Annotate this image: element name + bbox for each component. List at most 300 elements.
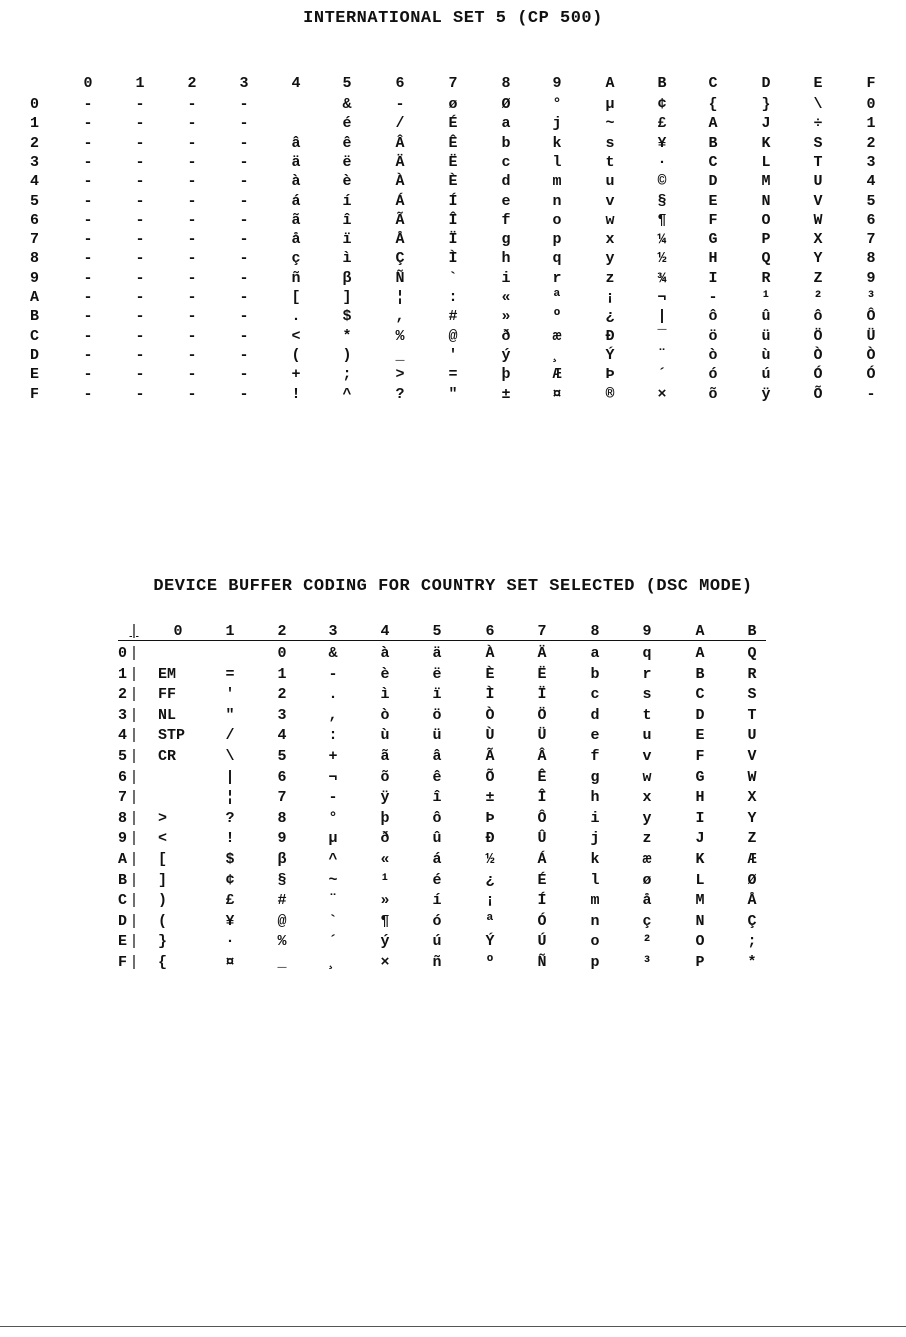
table-cell: T — [747, 706, 757, 724]
col-header: B — [657, 75, 667, 92]
table-cell: · — [225, 933, 235, 951]
row-separator: | — [129, 748, 139, 765]
col-header: 2 — [277, 623, 287, 640]
table-cell: - — [239, 346, 249, 364]
table-cell: Z — [747, 830, 757, 848]
table-cell: - — [135, 231, 145, 249]
col-header: E — [813, 75, 823, 92]
row-label: C — [118, 892, 128, 910]
col-header: 3 — [328, 623, 338, 640]
table-cell: Ò — [485, 706, 495, 724]
table-cell: " — [448, 385, 458, 403]
table-cell: - — [83, 366, 93, 384]
table-cell: - — [135, 96, 145, 113]
col-header: 3 — [239, 75, 249, 92]
table-cell: Ã — [395, 211, 405, 229]
table-cell: q — [552, 250, 562, 268]
table-cell: & — [328, 645, 338, 662]
row-separator: | — [129, 851, 139, 868]
table-cell: - — [135, 134, 145, 152]
table-cell: þ — [380, 809, 390, 827]
table-cell: 8 — [277, 809, 287, 827]
table-cell: β — [342, 269, 352, 287]
table-cell: ¡ — [485, 892, 495, 910]
table-cell: ö — [708, 327, 718, 345]
table-cell: - — [239, 289, 249, 306]
row-separator: | — [129, 789, 139, 807]
table-cell: - — [187, 211, 197, 229]
table-cell: : — [328, 727, 338, 745]
table-cell: 9 — [277, 830, 287, 848]
table-cell: d — [501, 173, 511, 191]
table-cell: Ê — [448, 134, 458, 152]
table-cell: - — [83, 115, 93, 133]
row-separator: | — [129, 954, 139, 971]
table-cell: ù — [761, 346, 771, 364]
row-label-right: ³ — [866, 289, 876, 306]
row-label: 8 — [30, 250, 40, 268]
table-cell: e — [590, 727, 600, 745]
page-bottom-rule — [0, 1326, 906, 1327]
table-cell: ê — [342, 134, 352, 152]
col-header: 9 — [642, 623, 652, 640]
table-cell: v — [605, 192, 615, 210]
col-header: A — [605, 75, 615, 92]
table-cell: n — [552, 192, 562, 210]
table-cell: æ — [552, 327, 562, 345]
table-cell: - — [328, 789, 338, 807]
table-cell: w — [642, 768, 652, 786]
table-cell: Z — [813, 269, 823, 287]
table-cell: À — [485, 645, 495, 662]
table-cell: ² — [813, 289, 823, 306]
table-cell: ] — [342, 289, 352, 306]
table-cell: A — [708, 115, 718, 133]
table-cell: û — [761, 308, 771, 326]
table-cell: F — [695, 748, 705, 765]
table-cell: - — [239, 96, 249, 113]
table-cell: Ó — [537, 912, 547, 930]
table-cell: , — [328, 706, 338, 724]
table-cell: D — [695, 706, 705, 724]
table-cell: î — [432, 789, 442, 807]
table-cell: ¨ — [657, 346, 667, 364]
table-cell: ý — [380, 933, 390, 951]
row-separator: | — [129, 768, 139, 786]
table-cell: © — [657, 173, 667, 191]
table-cell: ` — [448, 269, 458, 287]
table-cell: Ò — [813, 346, 823, 364]
table-cell: p — [552, 231, 562, 249]
table-cell: ~ — [605, 115, 615, 133]
table-cell: G — [695, 768, 705, 786]
row-label: 9 — [118, 830, 128, 848]
table-cell: = — [225, 665, 235, 683]
table-cell: - — [187, 308, 197, 326]
table-cell: æ — [642, 851, 652, 868]
table-cell: M — [695, 892, 705, 910]
table-cell: u — [642, 727, 652, 745]
col-header: 0 — [173, 623, 183, 640]
table-cell: í — [342, 192, 352, 210]
table-cell: å — [291, 231, 301, 249]
table-cell: L — [761, 153, 771, 171]
row-label: 7 — [30, 231, 40, 249]
table-cell: 1 — [277, 665, 287, 683]
table-cell: O — [761, 211, 771, 229]
table-cell: x — [642, 789, 652, 807]
table-cell: { — [158, 954, 168, 971]
table-cell: . — [328, 686, 338, 704]
table-cell: Ï — [448, 231, 458, 249]
row-separator: | — [129, 830, 139, 848]
table-cell: Ð — [485, 830, 495, 848]
table-cell: c — [501, 153, 511, 171]
table-cell: è — [380, 665, 390, 683]
col-header: 6 — [395, 75, 405, 92]
table-cell: F — [708, 211, 718, 229]
table-cell: - — [83, 173, 93, 191]
table-cell: À — [395, 173, 405, 191]
table-cell: Û — [537, 830, 547, 848]
table-cell: · — [657, 153, 667, 171]
table-cell: FF — [158, 686, 177, 704]
table-cell: k — [552, 134, 562, 152]
table-cell: V — [747, 748, 757, 765]
table-cell: x — [605, 231, 615, 249]
table-cell: ´ — [328, 933, 338, 951]
table-cell: ð — [501, 327, 511, 345]
table-cell: ò — [708, 346, 718, 364]
table-cell: - — [187, 385, 197, 403]
row-separator: | — [129, 933, 139, 951]
table-cell: ï — [342, 231, 352, 249]
table-cell: ^ — [328, 851, 338, 868]
table-cell: P — [695, 954, 705, 971]
row-separator: | — [129, 706, 139, 724]
table-cell: ; — [342, 366, 352, 384]
table-cell: ë — [432, 665, 442, 683]
table-cell: ¤ — [552, 385, 562, 403]
table-cell: C — [695, 686, 705, 704]
table-cell: - — [135, 153, 145, 171]
table-cell: ó — [432, 912, 442, 930]
table-cell: ê — [432, 768, 442, 786]
table-cell: G — [708, 231, 718, 249]
table-cell: 3 — [277, 706, 287, 724]
table-cell: NL — [158, 706, 177, 724]
table-cell: / — [395, 115, 405, 133]
table-cell: ) — [158, 892, 168, 910]
table-cell: - — [239, 173, 249, 191]
table-cell: J — [761, 115, 771, 133]
table-cell: β — [277, 851, 287, 868]
table-cell: § — [277, 871, 287, 889]
table-cell: ; — [747, 933, 757, 951]
table-cell: 4 — [277, 727, 287, 745]
table-cell: N — [695, 912, 705, 930]
row-label: 5 — [118, 748, 128, 765]
table-cell: g — [590, 768, 600, 786]
table-cell: - — [239, 153, 249, 171]
col-header: 1 — [135, 75, 145, 92]
table-cell: * — [747, 954, 757, 971]
table-cell: k — [590, 851, 600, 868]
table-cell: ó — [708, 366, 718, 384]
table-cell: _ — [277, 954, 287, 971]
row-label-right: Ó — [866, 366, 876, 384]
table-cell: - — [239, 192, 249, 210]
row-separator: | — [129, 686, 139, 704]
row-label: 6 — [30, 211, 40, 229]
table-cell: í — [432, 892, 442, 910]
table-cell: } — [158, 933, 168, 951]
table-cell: à — [291, 173, 301, 191]
table-cell: î — [342, 211, 352, 229]
table-cell: Â — [537, 748, 547, 765]
col-header: 0 — [83, 75, 93, 92]
row-label: 1 — [118, 665, 128, 683]
row-label: B — [118, 871, 128, 889]
col-header: A — [695, 623, 705, 640]
col-header: 7 — [537, 623, 547, 640]
table-cell: m — [590, 892, 600, 910]
table-cell: ° — [328, 809, 338, 827]
table-cell: ¢ — [225, 871, 235, 889]
table-cell: - — [239, 385, 249, 403]
row-label: 2 — [118, 686, 128, 704]
table-cell: - — [83, 211, 93, 229]
table-cell: ¨ — [328, 892, 338, 910]
table-cell: ! — [225, 830, 235, 848]
table-cell: } — [761, 96, 771, 113]
table-cell: ² — [642, 933, 652, 951]
table-cell: - — [239, 308, 249, 326]
table-cell: å — [642, 892, 652, 910]
table-cell: à — [380, 645, 390, 662]
table-cell: U — [813, 173, 823, 191]
table-cell: Æ — [747, 851, 757, 868]
table-cell: + — [328, 748, 338, 765]
table-cell: â — [291, 134, 301, 152]
col-header: C — [708, 75, 718, 92]
table-cell: W — [813, 211, 823, 229]
table-cell: ( — [291, 346, 301, 364]
row-label: B — [30, 308, 40, 326]
table-cell: - — [187, 366, 197, 384]
table-cell: Õ — [485, 768, 495, 786]
table-cell: è — [342, 173, 352, 191]
row-label: 4 — [118, 727, 128, 745]
table-cell: Ô — [537, 809, 547, 827]
row-label-right: 7 — [866, 231, 876, 249]
table-cell: i — [501, 269, 511, 287]
table-cell: ¤ — [225, 954, 235, 971]
table-cell: ' — [225, 686, 235, 704]
table-cell: ñ — [432, 954, 442, 971]
table-cell: ¯ — [657, 327, 667, 345]
table-cell: ô — [813, 308, 823, 326]
table-cell: Å — [395, 231, 405, 249]
table-cell: Ó — [813, 366, 823, 384]
table-cell: T — [813, 153, 823, 171]
table-cell: S — [813, 134, 823, 152]
table-cell: ð — [380, 830, 390, 848]
table-cell: ¦ — [395, 289, 405, 306]
table-cell: ~ — [328, 871, 338, 889]
row-label: A — [30, 289, 40, 306]
table-cell: K — [761, 134, 771, 152]
table1-title: INTERNATIONAL SET 5 (CP 500) — [303, 9, 603, 28]
table-cell: - — [187, 115, 197, 133]
table-cell: ü — [761, 327, 771, 345]
table-cell: ¥ — [225, 912, 235, 930]
row-separator: | — [129, 665, 139, 683]
table-cell: m — [552, 173, 562, 191]
table-cell: - — [239, 269, 249, 287]
table-cell: g — [501, 231, 511, 249]
table-cell: ¿ — [605, 308, 615, 326]
table-cell: - — [83, 231, 93, 249]
table-cell: µ — [605, 96, 615, 113]
table-cell: ÿ — [380, 789, 390, 807]
table-cell: - — [83, 308, 93, 326]
col-header: F — [866, 75, 876, 92]
table-cell: c — [590, 686, 600, 704]
table-cell: 7 — [277, 789, 287, 807]
table-cell: ] — [158, 871, 168, 889]
table-cell: Ö — [537, 706, 547, 724]
table-cell: Ø — [747, 871, 757, 889]
col-header: 2 — [187, 75, 197, 92]
table-cell: ª — [552, 289, 562, 306]
table-cell: « — [380, 851, 390, 868]
table-cell: B — [708, 134, 718, 152]
table-cell: X — [747, 789, 757, 807]
row-label: 5 — [30, 192, 40, 210]
table-cell: A — [695, 645, 705, 662]
table-cell: - — [187, 327, 197, 345]
table-cell: ¹ — [380, 871, 390, 889]
row-label-right: 0 — [866, 96, 876, 113]
table-cell: 0 — [277, 645, 287, 662]
table-cell: | — [225, 768, 235, 786]
table-cell: - — [187, 250, 197, 268]
row-label: D — [118, 912, 128, 930]
table-cell: ¸ — [552, 346, 562, 364]
table-cell: o — [590, 933, 600, 951]
table-cell: S — [747, 686, 757, 704]
table-cell: f — [501, 211, 511, 229]
col-header: 4 — [380, 623, 390, 640]
table-cell: D — [708, 173, 718, 191]
col-header: D — [761, 75, 771, 92]
table-cell: É — [537, 871, 547, 889]
table-cell: = — [448, 366, 458, 384]
table-cell: á — [291, 192, 301, 210]
table-cell: õ — [380, 768, 390, 786]
table-cell: ' — [448, 346, 458, 364]
table-cell: ª — [485, 912, 495, 930]
table-cell: ± — [501, 385, 511, 403]
table-cell: Ç — [747, 912, 757, 930]
table-cell: Õ — [813, 385, 823, 403]
table-cell: ý — [501, 346, 511, 364]
col-header: 1 — [225, 623, 235, 640]
table-cell: - — [83, 385, 93, 403]
table-cell: Q — [761, 250, 771, 268]
row-label-right: 8 — [866, 250, 876, 268]
table-cell: º — [485, 954, 495, 971]
table-cell: V — [813, 192, 823, 210]
table-cell: Y — [747, 809, 757, 827]
table-cell: C — [708, 153, 718, 171]
table-cell: é — [432, 871, 442, 889]
table-cell: ¾ — [657, 269, 667, 287]
table-cell: % — [277, 933, 287, 951]
row-label-right: Ò — [866, 346, 876, 364]
table-cell: ¼ — [657, 231, 667, 249]
table-cell: e — [501, 192, 511, 210]
table-cell: Æ — [552, 366, 562, 384]
table-cell: - — [135, 211, 145, 229]
table-cell: I — [708, 269, 718, 287]
table-cell: & — [342, 96, 352, 113]
row-label-right: 1 — [866, 115, 876, 133]
table-cell: t — [605, 153, 615, 171]
row-label: 7 — [118, 789, 128, 807]
table-cell: - — [83, 250, 93, 268]
row-label-right: 4 — [866, 173, 876, 191]
table-cell: É — [448, 115, 458, 133]
table-cell: L — [695, 871, 705, 889]
table-cell: - — [187, 153, 197, 171]
table-cell: ½ — [657, 250, 667, 268]
table-cell: 6 — [277, 768, 287, 786]
table-cell: - — [239, 327, 249, 345]
table-cell: º — [552, 308, 562, 326]
table-cell: EM — [158, 665, 177, 683]
table-cell: - — [135, 115, 145, 133]
table-cell: a — [590, 645, 600, 662]
header-separator: | — [129, 623, 139, 640]
table-cell: * — [342, 327, 352, 345]
table-cell: » — [380, 892, 390, 910]
table-cell: - — [83, 269, 93, 287]
table-cell: h — [501, 250, 511, 268]
table-cell: Ù — [485, 727, 495, 745]
table-cell: y — [605, 250, 615, 268]
table-cell: H — [695, 789, 705, 807]
table-cell: q — [642, 645, 652, 662]
table-cell: þ — [501, 366, 511, 384]
table-cell: b — [590, 665, 600, 683]
row-label-right: 2 — [866, 134, 876, 152]
table-cell: y — [642, 809, 652, 827]
row-label: 2 — [30, 134, 40, 152]
table-cell: Á — [537, 851, 547, 868]
row-label: E — [30, 366, 40, 384]
table-cell: + — [291, 366, 301, 384]
table-cell: u — [605, 173, 615, 191]
table-cell: ÿ — [761, 385, 771, 403]
table-cell: - — [239, 211, 249, 229]
row-label: 6 — [118, 768, 128, 786]
table-cell: Í — [448, 192, 458, 210]
table-cell: ò — [380, 706, 390, 724]
row-label: 8 — [118, 809, 128, 827]
table-cell: Ã — [485, 748, 495, 765]
